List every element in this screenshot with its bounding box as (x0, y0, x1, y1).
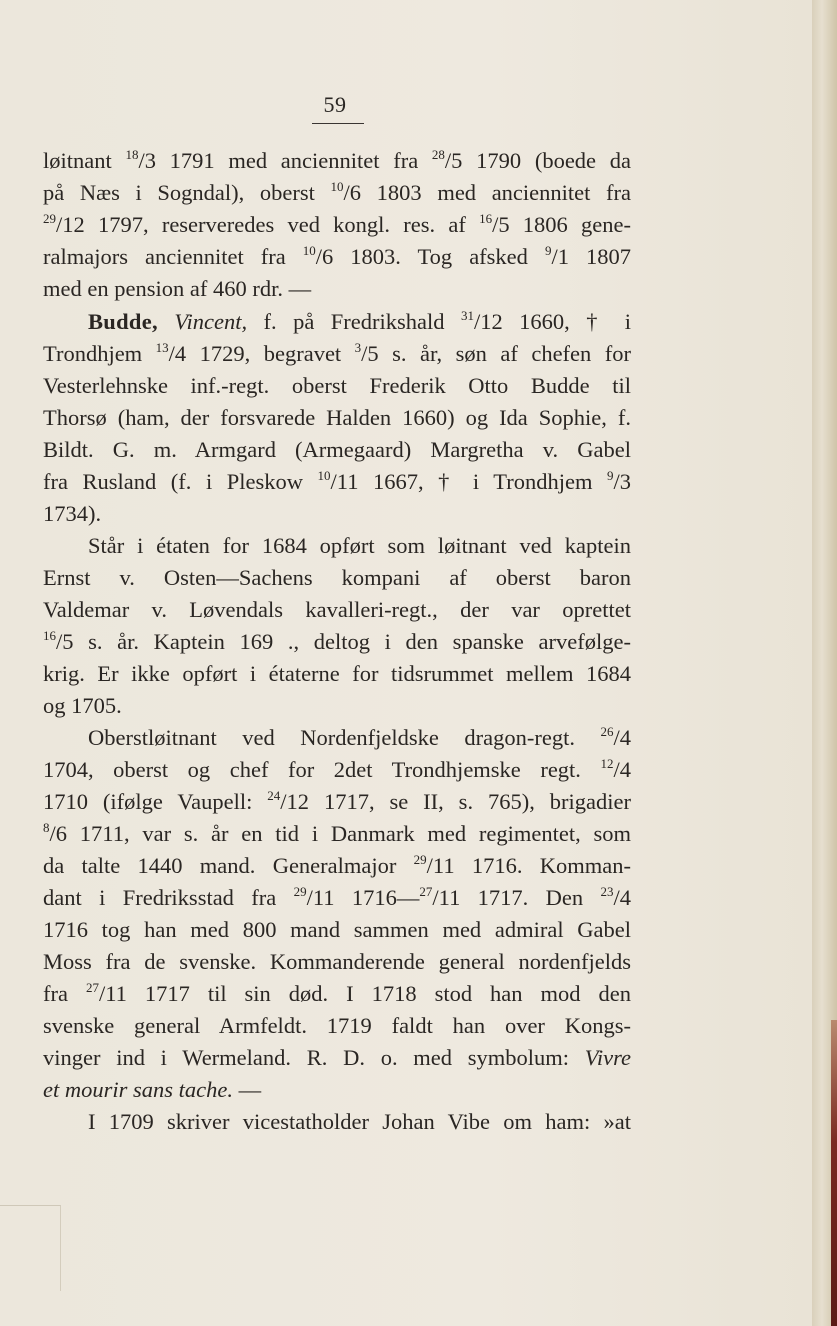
page-number: 59 (323, 92, 347, 117)
text-line: Står i étaten for 1684 opført som løitnant ved kaptein (88, 533, 631, 558)
motto-text: et mourir sans tache. (43, 1077, 233, 1102)
text-line: $^{16}$/5 s. år. Kaptein 169 ., deltog i den spanske arvefølge- (43, 628, 631, 654)
text-line: da talte 1440 mand. Generalmajor $^{29}$/11 1716. Komman- (43, 852, 631, 878)
page-edge (812, 0, 837, 1326)
gutter-mark (0, 1205, 61, 1291)
text-line: 1710 (ifølge Vaupell: $^{24}$/12 1717, se II, s. 765), brigadier (43, 788, 631, 814)
text-line: 1716 tog han med 800 mand sammen med admiral Gabel (43, 917, 631, 942)
text-line: I 1709 skriver vicestatholder Johan Vibe om ham: »at (88, 1109, 631, 1134)
text-line: Valdemar v. Løvendals kavalleri-regt., der var oprettet (43, 597, 631, 622)
motto-text: Vivre (584, 1045, 631, 1070)
text-line: 1704, oberst og chef for 2det Trondhjemske regt. $^{12}$/4 (43, 756, 631, 782)
text-line: og 1705. (43, 693, 122, 718)
text-line: Thorsø (ham, der forsvarede Halden 1660) og Ida Sophie, f. (43, 405, 631, 430)
text-line: Moss fra de svenske. Kommanderende general nordenfjelds (43, 949, 631, 974)
text-line: med en pension af 460 rdr. — (43, 276, 312, 301)
text-line: svenske general Armfeldt. 1719 faldt han over Kongs- (43, 1013, 631, 1038)
entry-given-name: Vincent, (174, 309, 248, 334)
text-line: vinger ind i Wermeland. R. D. o. med symbolum: Vivre (43, 1045, 631, 1070)
text-line: fra $^{27}$/11 1717 til sin død. I 1718 stod han mod den (43, 980, 631, 1006)
text-line: fra Rusland (f. i Pleskow $^{10}$/11 1667, † i Trondhjem $^9$/3 (43, 468, 631, 494)
text-line: Oberstløitnant ved Nordenfjeldske dragon-regt. $^{26}$/4 (88, 724, 631, 750)
text-line: på Næs i Sogndal), oberst $^{10}$/6 1803 med anciennitet fra (43, 179, 632, 205)
text-line: Trondhjem $^{13}$/4 1729, begravet $^3$/5 s. år, søn af chefen for (43, 340, 631, 366)
text-line: et mourir sans tache. — (43, 1077, 262, 1102)
text-line: dant i Fredriksstad fra $^{29}$/11 1716—$^{27}$/11 1717. Den $^{23}$/4 (43, 884, 632, 910)
entry-heading-line: Budde, Vincent, f. på Fredrikshald $^{31}$/12 1660, † i (88, 308, 631, 334)
text-line: $^{29}$/12 1797, reserveredes ved kongl. res. af $^{16}$/5 1806 gene- (43, 211, 631, 237)
text-line: $^8$/6 1711, var s. år en tid i Danmark med regimentet, som (43, 820, 631, 846)
text-line: Ernst v. Osten—Sachens kompani af oberst baron (43, 565, 631, 590)
page-number-rule (312, 123, 364, 124)
text-line: Vesterlehnske inf.-regt. oberst Frederik Otto Budde til (43, 373, 631, 398)
text-line: krig. Er ikke opført i étaterne for tidsrummet mellem 1684 (43, 661, 631, 686)
text-line: ralmajors anciennitet fra $^{10}$/6 1803. Tog afsked $^9$/1 1807 (43, 243, 631, 269)
text-line: Bildt. G. m. Armgard (Armegaard) Margretha v. Gabel (43, 437, 631, 462)
entry-surname: Budde, (88, 309, 158, 334)
text-line: 1734). (43, 501, 102, 526)
text-line: løitnant $^{18}$/3 1791 med anciennitet fra $^{28}$/5 1790 (boede da (43, 147, 631, 173)
